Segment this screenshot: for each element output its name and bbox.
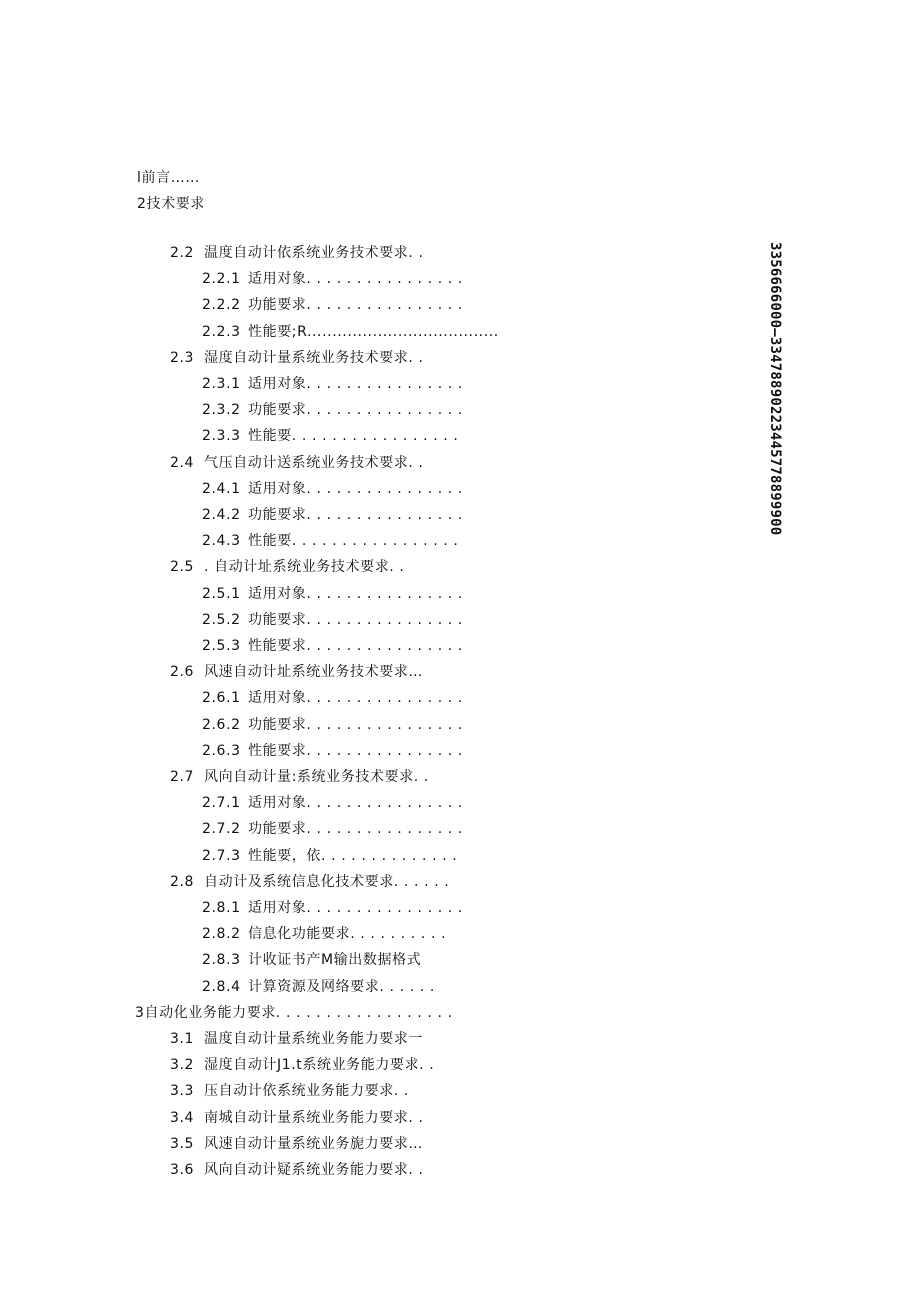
toc-entry-text: 湿度自动计量系统业务技术要求. .: [204, 350, 424, 366]
toc-entry-number: 2.4.3: [202, 533, 241, 549]
toc-entry-text: 功能要求. . . . . . . . . . . . . . . .: [248, 717, 463, 733]
toc-entry-number: 2.7.3: [202, 848, 241, 864]
toc-entry: [202, 794, 463, 812]
toc-entry-chapter-2: [137, 195, 205, 213]
toc-entry: [170, 768, 429, 786]
toc-entry-number: 2.3.1: [202, 376, 241, 392]
toc-entry-number: 3.4: [170, 1110, 195, 1126]
toc-entry-text: l前言……: [137, 170, 200, 186]
toc-entry: [202, 532, 458, 550]
toc-entry: [170, 454, 424, 472]
toc-entry-text: 南城自动计量系统业务能力要求. .: [204, 1110, 424, 1126]
toc-entry: [202, 899, 463, 917]
toc-entry: [202, 506, 463, 524]
toc-entry-text: 性能要求. . . . . . . . . . . . . . . .: [248, 743, 463, 759]
toc-entry-text: 性能要. . . . . . . . . . . . . . . . .: [248, 428, 459, 444]
toc-entry: [202, 480, 463, 498]
toc-entry-number: 2.2.2: [202, 297, 241, 313]
toc-entry-text: 风向自动计量:系统业务技术要求. .: [204, 769, 429, 785]
toc-entry-text: 功能要求. . . . . . . . . . . . . . . .: [248, 507, 463, 523]
toc-entry-text: 风速自动计量系统业务旎力要求…: [204, 1136, 423, 1152]
toc-entry: [202, 951, 421, 969]
toc-entry: [202, 716, 463, 734]
toc-entry-text: 2技术要求: [137, 196, 205, 212]
toc-entry: [170, 1135, 423, 1153]
toc-entry: [170, 349, 424, 367]
toc-entry-number: 2.6: [170, 664, 195, 680]
toc-entry-text: 计收证书产M输出数据格式: [248, 952, 422, 968]
toc-entry-text: 温度自动计量系统业务能力要求一: [204, 1031, 423, 1047]
toc-entry-number: 2.6.2: [202, 717, 241, 733]
toc-entry-number: 3.2: [170, 1057, 195, 1073]
toc-entry-chapter-3: [135, 1004, 453, 1022]
toc-entry-number: 2.3.3: [202, 428, 241, 444]
toc-entry-number: 2.4.2: [202, 507, 241, 523]
toc-entry-number: 2.5.1: [202, 586, 241, 602]
toc-entry-text: 功能要求. . . . . . . . . . . . . . . .: [248, 821, 463, 837]
toc-entry-number: 3.1: [170, 1031, 195, 1047]
toc-entry-number: 3.5: [170, 1136, 195, 1152]
toc-entry-number: 2.7.1: [202, 795, 241, 811]
toc-entry: [170, 1109, 424, 1127]
toc-entry-text: 计算资源及网络要求. . . . . .: [248, 979, 435, 995]
toc-entry-number: 2.4.1: [202, 481, 241, 497]
toc-entry: [170, 244, 424, 262]
toc-entry-text: 风向自动计疑系统业务能力要求. .: [204, 1162, 424, 1178]
toc-entry: [202, 689, 463, 707]
toc-entry-text: 功能要求. . . . . . . . . . . . . . . .: [248, 297, 463, 313]
toc-entry: [202, 611, 463, 629]
toc-entry-number: 2.6.3: [202, 743, 241, 759]
toc-entry-text: 适用对象. . . . . . . . . . . . . . . .: [248, 376, 463, 392]
toc-entry-text: 3自动化业务能力要求. . . . . . . . . . . . . . . . . .: [135, 1005, 453, 1021]
toc-entry-number: 2.6.1: [202, 690, 241, 706]
toc-entry: [170, 1161, 424, 1179]
toc-entry: [170, 873, 449, 891]
toc-entry-text: 性能要求. . . . . . . . . . . . . . . .: [248, 638, 463, 654]
toc-entry-text: 适用对象. . . . . . . . . . . . . . . .: [248, 586, 463, 602]
toc-entry: [202, 742, 463, 760]
toc-entry-number: 2.5.3: [202, 638, 241, 654]
toc-entry-number: 2.8.4: [202, 979, 241, 995]
toc-entry-number: 2.8.1: [202, 900, 241, 916]
toc-entry-text: 压自动计依系统业务能力要求. .: [204, 1083, 409, 1099]
toc-entry-text: 风速自动计址系统业务技术要求…: [204, 664, 423, 680]
toc-entry-number: 2.7: [170, 769, 195, 785]
toc-entry-text: 温度自动计依系统业务技术要求. .: [204, 245, 424, 261]
toc-entry: [202, 925, 446, 943]
toc-entry: [170, 1030, 423, 1048]
toc-entry-text: 性能要;R......................................: [248, 324, 499, 340]
toc-entry-number: 2.2.1: [202, 271, 241, 287]
toc-entry: [202, 427, 458, 445]
toc-entry-number: 2.8.3: [202, 952, 241, 968]
toc-entry-number: 2.5.2: [202, 612, 241, 628]
toc-entry-number: 2.8: [170, 874, 195, 890]
toc-entry: [170, 1082, 409, 1100]
toc-entry: [202, 637, 463, 655]
toc-entry-text: 气压自动计送系统业务技术要求. .: [204, 455, 424, 471]
toc-entry: [170, 558, 404, 576]
toc-entry-number: 2.2.3: [202, 324, 241, 340]
toc-entry-text: 性能要，依. . . . . . . . . . . . . .: [248, 848, 458, 864]
toc-entry: [202, 323, 499, 341]
toc-entry-text: 适用对象. . . . . . . . . . . . . . . .: [248, 795, 463, 811]
toc-entry-text: 自动计及系统信息化技术要求. . . . . .: [204, 874, 450, 890]
toc-entry-text: 适用对象. . . . . . . . . . . . . . . .: [248, 900, 463, 916]
toc-entry: [170, 1056, 434, 1074]
toc-entry-number: 2.3: [170, 350, 195, 366]
toc-entry: [202, 978, 435, 996]
toc-entry-number: 2.8.2: [202, 926, 241, 942]
toc-entry: [202, 820, 463, 838]
toc-entry-text: . 自动计址系统业务技术要求. .: [204, 559, 405, 575]
toc-entry: [202, 585, 463, 603]
toc-entry-number: 2.7.2: [202, 821, 241, 837]
toc-entry-number: 3.3: [170, 1083, 195, 1099]
toc-entry-preface: [137, 169, 200, 187]
toc-entry-number: 2.3.2: [202, 402, 241, 418]
page-number-column: 3356666000—33478890223445778899900: [767, 242, 783, 536]
toc-entry-text: 湿度自动计J1.t系统业务能力要求. .: [204, 1057, 435, 1073]
toc-entry-text: 功能要求. . . . . . . . . . . . . . . .: [248, 402, 463, 418]
toc-entry-text: 适用对象. . . . . . . . . . . . . . . .: [248, 271, 463, 287]
toc-entry-text: 性能要. . . . . . . . . . . . . . . . .: [248, 533, 459, 549]
toc-entry-number: 2.2: [170, 245, 195, 261]
toc-entry: [202, 296, 463, 314]
toc-entry: [202, 375, 463, 393]
toc-entry: [202, 401, 463, 419]
toc-entry-text: 信息化功能要求. . . . . . . . . .: [248, 926, 447, 942]
toc-entry-number: 3.6: [170, 1162, 195, 1178]
toc-entry-text: 适用对象. . . . . . . . . . . . . . . .: [248, 481, 463, 497]
toc-entry: [202, 847, 457, 865]
toc-entry-number: 2.5: [170, 559, 195, 575]
toc-entry-text: 适用对象. . . . . . . . . . . . . . . .: [248, 690, 463, 706]
toc-entry-text: 功能要求. . . . . . . . . . . . . . . .: [248, 612, 463, 628]
toc-entry: [170, 663, 423, 681]
toc-entry: [202, 270, 463, 288]
toc-entry-number: 2.4: [170, 455, 195, 471]
